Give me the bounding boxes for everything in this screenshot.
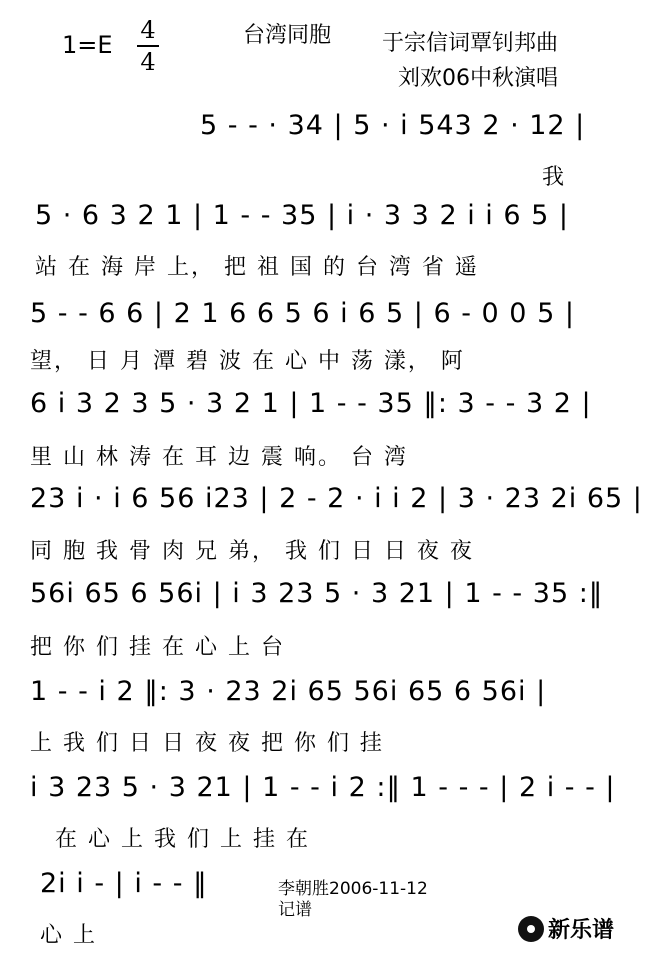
time-signature-bottom: 4 xyxy=(140,48,156,76)
staff-7-lyrics: 上 我 们 日 日 夜 夜 把 你 们 挂 xyxy=(30,731,384,756)
staff-5-lyrics: 同 胞 我 骨 肉 兄 弟， 我 们 日 日 夜 夜 xyxy=(30,539,474,564)
staff-3-notes: 5 - - 6 6 | 2 1 6 6 5 6 i 6 5 | 6 - 0 0 5 | xyxy=(30,298,575,329)
staff-1-lyrics: 我 xyxy=(542,165,567,190)
time-signature xyxy=(137,16,159,76)
staff-2-notes: 5 · 6 3 2 1 | 1 - - 35 | i · 3 3 2 i i 6 5 | xyxy=(35,200,569,231)
recorder-credit-line2: 记谱 xyxy=(278,900,312,920)
staff-9-notes: 2i i - | i - - ‖ xyxy=(40,868,208,899)
time-signature-top: 4 xyxy=(140,16,156,44)
time-signature-line xyxy=(137,45,159,47)
staff-9-lyrics: 心 上 xyxy=(40,923,97,948)
logo-text: 新乐谱 xyxy=(548,918,615,943)
staff-8-lyrics: 在 心 上 我 们 上 挂 在 xyxy=(55,827,310,852)
staff-2-lyrics: 站 在 海 岸 上， 把 祖 国 的 台 湾 省 遥 xyxy=(35,255,479,280)
staff-4-notes: 6 i 3 2 3 5 · 3 2 1 | 1 - - 35 ‖: 3 - - 3 2 | xyxy=(30,388,592,419)
song-title: 台湾同胞 xyxy=(243,23,332,48)
staff-8-notes: i 3 23 5 · 3 21 | 1 - - i 2 :‖ 1 - - - | 2 i - - | xyxy=(30,772,616,803)
staff-6-notes: 56i 65 6 56i | i 3 23 5 · 3 21 | 1 - - 35 :‖ xyxy=(30,578,604,609)
recorder-credit-line1: 李朝胜2006-11-12 xyxy=(278,879,428,899)
credit-composer: 于宗信词覃钊邦曲 xyxy=(382,31,559,56)
staff-6-lyrics: 把 你 们 挂 在 心 上 台 xyxy=(30,635,285,660)
staff-4-lyrics: 里 山 林 涛 在 耳 边 震 响。 台 湾 xyxy=(30,445,408,470)
credit-performer: 刘欢06中秋演唱 xyxy=(398,66,558,91)
site-logo xyxy=(518,913,614,944)
music-disc-icon xyxy=(518,916,544,942)
staff-3-lyrics: 望， 日 月 潭 碧 波 在 心 中 荡 漾， 阿 xyxy=(30,349,465,374)
staff-1-notes: 5 - - · 34 | 5 · i 543 2 · 12 | xyxy=(200,110,586,141)
staff-5-notes: 23 i · i 6 56 i23 | 2 - 2 · i i 2 | 3 · 23 2i 65 | xyxy=(30,483,643,514)
recorder-credit xyxy=(278,879,428,921)
staff-7-notes: 1 - - i 2 ‖: 3 · 23 2i 65 56i 65 6 56i | xyxy=(30,676,547,707)
key-signature: 1=E xyxy=(62,31,113,59)
